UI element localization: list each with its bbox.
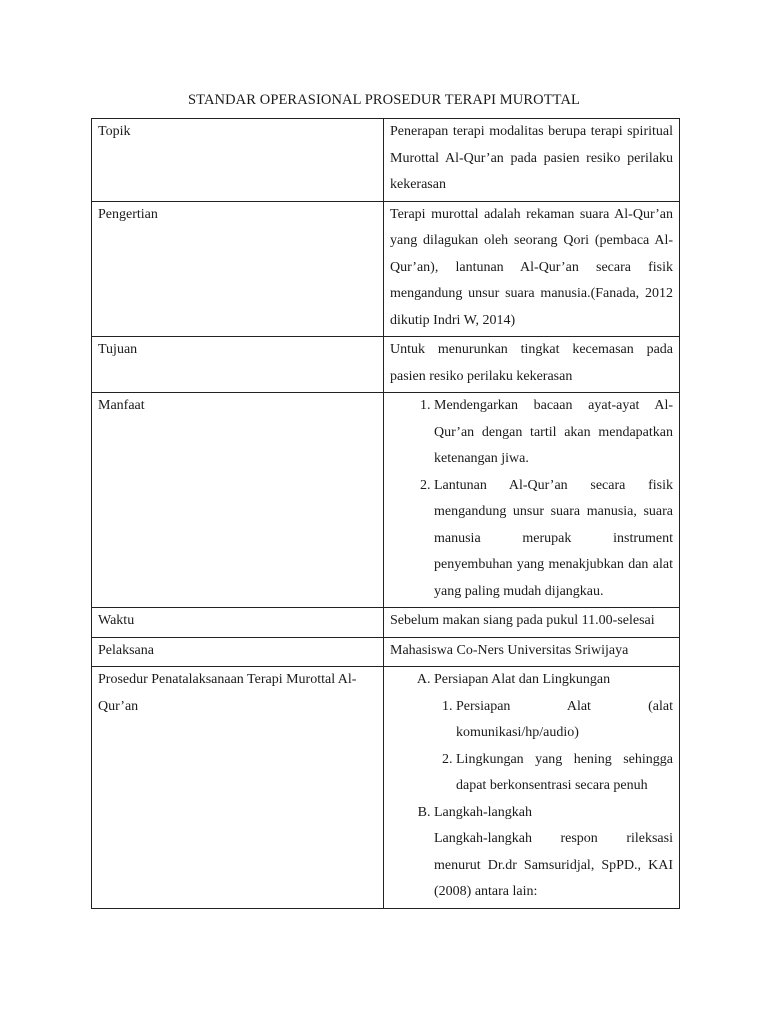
section-a <box>434 667 673 800</box>
row-content-waktu: Sebelum makan siang pada pukul 11.00-selesai <box>384 608 680 638</box>
list-item: 1. Mendengarkan bacaan ayat-ayat Al-Qur’an dengan tartil akan mendapatkan ketenangan jiwa. <box>434 393 673 473</box>
section-b-text: Langkah-langkah respon rileksasi menurut Dr.dr Samsuridjal, SpPD., KAI (2008) antara lain: <box>434 831 673 899</box>
row-label-prosedur: Prosedur Penatalaksanaan Terapi Murottal Al-Qur’an <box>92 667 384 909</box>
row-label-pengertian: Pengertian <box>92 201 384 337</box>
section-a-list <box>434 694 673 800</box>
table-row-pengertian <box>92 201 680 337</box>
row-label-pelaksana: Pelaksana <box>92 637 384 667</box>
list-item: 1. Persiapan Alat (alat komunikasi/hp/audio) <box>456 694 673 747</box>
manfaat-list <box>390 393 673 605</box>
row-content-manfaat <box>384 393 680 608</box>
table-row-topik <box>92 119 680 202</box>
row-content-pelaksana: Mahasiswa Co-Ners Universitas Sriwijaya <box>384 637 680 667</box>
row-content-tujuan: Untuk menurunkan tingkat kecemasan pada pasien resiko perilaku kekerasan <box>384 337 680 393</box>
list-item: 2. Lantunan Al-Qur’an secara fisik mengandung unsur suara manusia, suara manusia merupak instrument penyembuhan yang menakjubkan dan alat yang paling mudah dijangkau. <box>434 473 673 606</box>
table-row-pelaksana <box>92 637 680 667</box>
sop-table <box>91 118 680 909</box>
table-row-manfaat <box>92 393 680 608</box>
section-b <box>434 800 673 906</box>
row-label-manfaat: Manfaat <box>92 393 384 608</box>
section-a-title: Persiapan Alat dan Lingkungan <box>434 672 611 687</box>
row-content-pengertian: Terapi murottal adalah rekaman suara Al-Qur’an yang dilagukan oleh seorang Qori (pembaca Al-Qur’an), lantunan Al-Qur’an secara fisik mengandung unsur suara manusia.(Fanada, 2012 dikutip Indri W, 2014) <box>384 201 680 337</box>
row-label-waktu: Waktu <box>92 608 384 638</box>
row-label-tujuan: Tujuan <box>92 337 384 393</box>
section-b-title: Langkah-langkah <box>434 804 532 820</box>
table-row-tujuan <box>92 337 680 393</box>
table-row-prosedur <box>92 667 680 909</box>
row-content-prosedur <box>384 667 680 909</box>
row-label-topik: Topik <box>92 119 384 202</box>
row-content-topik: Penerapan terapi modalitas berupa terapi spiritual Murottal Al-Qur’an pada pasien resiko perilaku kekerasan <box>384 119 680 202</box>
document-title: STANDAR OPERASIONAL PROSEDUR TERAPI MUROTTAL <box>188 92 580 108</box>
table-row-waktu <box>92 608 680 638</box>
prosedur-sections <box>390 667 673 906</box>
list-item: 2. Lingkungan yang hening sehingga dapat berkonsentrasi secara penuh <box>456 747 673 800</box>
